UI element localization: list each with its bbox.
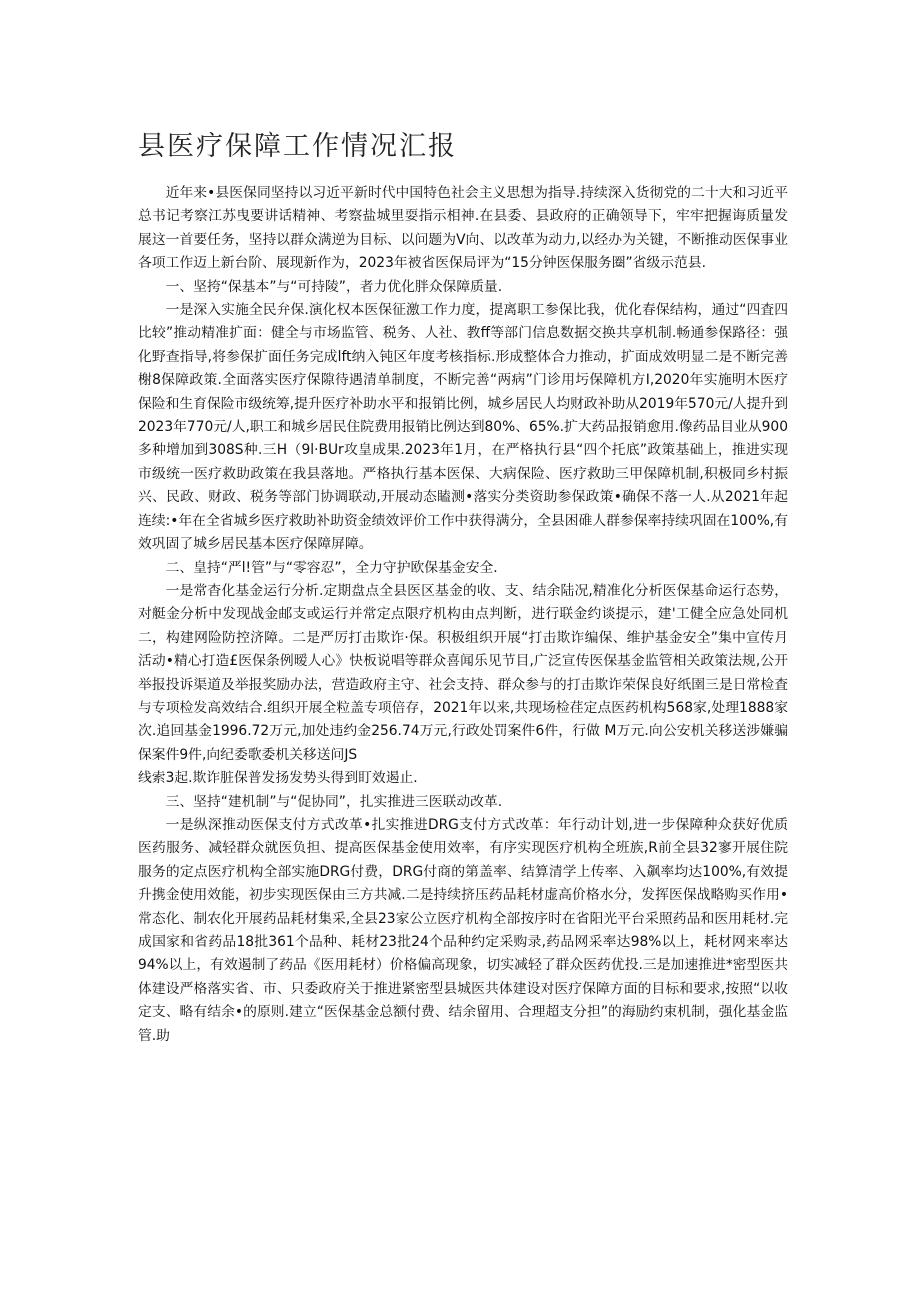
intro-paragraph: 近年来•县医保同坚持以习近平新时代中国特色社会主义思想为指导.持续深入货彻党的二十大和习近平总书记考察江苏曳要讲话精神、考察盐城里耍指示相神.在县委、县政府的正确领导下，牢牢把握诲质量发展这一首要任务，坚持以群众满逆为目标、以问题为V向、以改革为动力,以经办为关键，不断推动医保事业各项工作迈上新台阶、展现新作为，2023年被省医保局评为“15分钟医保服务圈”省级示范县. [138,185,788,272]
document-title: 县医疗保障工作情况汇报 [138,131,457,162]
section-2-continuation: 线索3起.欺诈脏保普发扬发势头得到盯效遏止. [138,770,418,787]
section-3-paragraph: 一是纵深推动医保支付方式改革•扎实推进DRG支付方式改革：年行动计划,进一步保障种众获好优质医药服务、减轻群众就医负担、提高医保基金使用效率，有序实现医疗机构全班族,R前全县32寥开展住院服务的定点医疗机构全部实施DRG付费，DRG付商的第盖率、结算清学上传率、入飙率均达100%,有效提升携金使用效能，初步实现医保由三方共减.二是持续挤压药品耗材虚高价格水分，发挥医保战略购买作用•常态化、制农化开展药品耗材集采,全县23家公立医疗机构全部按序时在省阳光平台采照药品和医用耗材.完成国家和省药品18批361个品种、耗材23批24个品种约定采购录,药品网采率达98%以上，耗材网来率达94%以上，有效遏制了药品《医用耗材）价格偏高现象，切实减轻了群众医药优投.三是加速推进*密型医共体建设严格落实省、市、只委政府关于推进紧密型县城医共体建设对医疗保障方面的目标和要求,按照“以收定支、略有结余•的原则.建立“医保基金总额付费、结余留用、合理超支分担”的海励约束机制，强化基金监管.助 [138,816,788,1044]
document-body [138,182,788,1048]
section-heading-1: 一、坚挎“保基本”与“可持陵”，者力优化胖众保障质量. [165,278,503,295]
section-2-paragraph: 一是常杳化基金运行分析.定期盘点全县医区基金的收、支、结余陆况,精准化分析医保基命运行态势，对艇金分析中发现战金邮支或运行并常定点限疗机构由点判断，进行联金约谈提示，建'工健全应急处同机二，构建网险防控济障。二是严厉打击欺诈·保。积极组织开展“打击欺诈编保、维护基金安全”集中宣传月活动•精心打造£医保条例暧人心》快板说唱等群众喜闻乐见节目,广泛宣传医保基金监管相关政策法规,公开举报投诉渠道及举报奖励办法，营造政府主守、社会支持、群众参与的打击欺诈荣保良好纸圉三是日常检査与专项检发高效结合.组织开展全粒盖专项倍存，2021年以来,共现场检荏定点医药机构568家,处理1888家次.追回基金1996.72万元,加处违约金256.74万元,行政处罚案件6件，行做 M万元.向公安机关移送涉嫌骗保案件9件,向纪委歌委机关移送问JS [138,582,788,763]
section-heading-3: 三、坚持“建机制”与“促协同”，扎实推进三医联动改革. [165,793,503,810]
section-heading-2: 二、皇持“严l!管”与“零容忍”，全力守护欧保基金安全. [165,559,498,576]
section-1-paragraph: 一是深入实施全民弁保.演化权本医保征激工作力度，提离职工参保比我，优化春保结构，通过“四査四比较”推动精准扩面：健全与市场监管、税务、人社、教ff等部门信息数据交换共享机制.畅通参保路径：强化野查指导,将参保扩面任务完成lft纳入钝区年度考核指标.形成整体合力推动，扩面成效明显二是不断完善榭8保障政策.全面落实医疗保隙待遇清单制度，不断完善“两病”门诊用圬保障机方I,2020年实施明木医疗保险和生育保险市级统筹,提升医疗补助水平和报销比例，城乡居民人均财政补助从2019年570元/人提升到2023年770元/人,职工和城乡居民住院费用报销比例达到80%、65%.扩大药品报销愈用.像药品目业从900多种增加到308S种.三H（9l·BUr攻皇成果.2023年1月，在严格执行县“四个托底”政策基础上，推进实现市级统一医疗救助政策在我县落地。严格执行基本医保、大病保险、医疗救助三甲保障机制,积极同乡村振兴、民政、财政、税务等部门协调联动,开展动态瞌测•落实分类资助参保政策•确保不落一人.从2021年起连续:•年在全省城乡医疗救助补助资金绩效评价工作中获得满分，全县困碓人群参保率持续巩固在100%,有效巩固了城乡居民基本医疗保障屏障。 [138,302,788,553]
